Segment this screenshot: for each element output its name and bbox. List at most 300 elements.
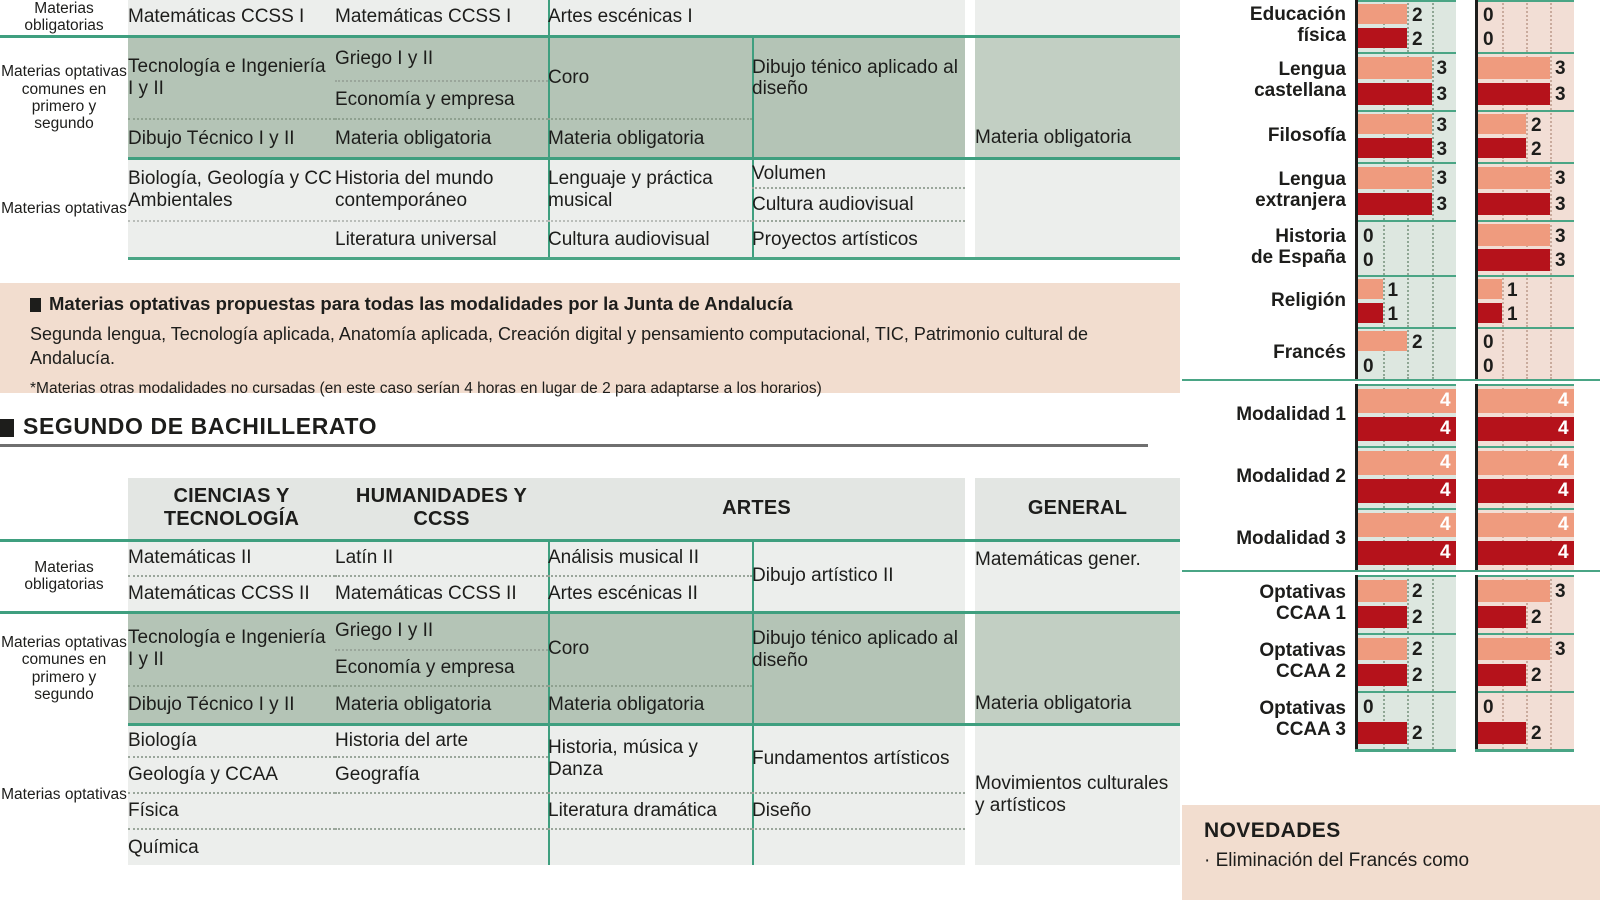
gridline	[1432, 0, 1434, 52]
novedades-box	[1182, 805, 1600, 900]
chart-panel-1	[1355, 327, 1456, 379]
chart-row	[1182, 327, 1600, 379]
chart-panel-1	[1355, 220, 1456, 275]
chart-bar-value: 3	[1436, 57, 1448, 79]
chart-column	[1182, 0, 1600, 900]
chart-bar-value: 2	[1531, 138, 1542, 160]
cell	[975, 612, 1180, 686]
column-gap	[965, 0, 975, 36]
panel-top-rule	[1478, 110, 1574, 112]
chart-panels	[1355, 691, 1600, 749]
chart-row-label: Lengua castellana	[1254, 59, 1346, 101]
chart-row-label: Lengua extranjera	[1255, 169, 1346, 211]
cell: Historia, música y Danza	[548, 724, 752, 793]
chart-panel-1	[1355, 575, 1456, 633]
panel-top-rule	[1358, 575, 1456, 577]
cell: Materia obligatoria	[335, 119, 548, 158]
novedades-title: NOVEDADES	[1204, 819, 1341, 842]
chart-row	[1182, 220, 1600, 275]
chart-row	[1182, 384, 1600, 446]
gridline	[1432, 220, 1434, 275]
chart-bar-value: 2	[1412, 580, 1423, 602]
chart-bar	[1358, 4, 1407, 24]
chart-panel-1	[1355, 275, 1456, 327]
chart-bar-value: 0	[1363, 355, 1374, 377]
cell	[335, 793, 548, 829]
chart-bar-value: 4	[1440, 418, 1451, 440]
gridline	[1526, 275, 1528, 327]
gridline	[1383, 275, 1385, 327]
panel-top-rule	[1358, 0, 1456, 2]
table-row	[0, 158, 1180, 188]
chart-bar	[1478, 638, 1550, 661]
gridline	[1432, 275, 1434, 327]
gridline	[1526, 691, 1528, 749]
chart-bar-value: 0	[1483, 5, 1494, 27]
gridline	[1407, 575, 1409, 633]
callout-footnote: *Materias otras modalidades no cursadas (en este caso serían 4 horas en lugar de 2 para adaptarse a los horarios)	[30, 380, 822, 397]
gridline	[1407, 691, 1409, 749]
chart-bar-value: 4	[1558, 480, 1569, 502]
chart-bar	[1478, 83, 1550, 106]
panel-top-rule	[1478, 52, 1574, 54]
chart-panel-1	[1355, 446, 1456, 508]
chart-bar-value: 4	[1558, 542, 1569, 564]
row-label: Materias obligatorias	[24, 0, 104, 35]
chart-bar-value: 3	[1555, 580, 1566, 602]
column-header-general: GENERAL	[975, 478, 1180, 540]
cell: Griego I y II	[335, 36, 548, 81]
chart-bar	[1358, 303, 1383, 323]
gridline	[1502, 0, 1504, 52]
cell: Geología y CCAA	[128, 757, 335, 793]
chart-bar-value: 1	[1387, 303, 1399, 325]
chart-bar	[1478, 193, 1550, 216]
table-row	[0, 724, 1180, 757]
chart-bar	[1358, 331, 1407, 351]
table-header-row	[0, 478, 1180, 540]
cell: Cultura audiovisual	[548, 221, 752, 258]
panel-top-rule	[1478, 446, 1574, 448]
cell	[752, 0, 965, 36]
cell	[752, 686, 965, 724]
chart-bar-value: 4	[1440, 390, 1451, 412]
gridline	[1407, 633, 1409, 691]
chart-bar-value: 2	[1412, 332, 1423, 354]
gridline	[1432, 327, 1434, 379]
gridline	[1383, 220, 1385, 275]
panel-top-rule	[1358, 275, 1456, 277]
chart-row	[1182, 52, 1600, 110]
cell: Cultura audiovisual	[752, 188, 965, 221]
cell: Dibujo ténico aplicado al diseño	[752, 612, 965, 686]
gridline	[1550, 110, 1552, 162]
chart-bar-value: 2	[1412, 607, 1423, 629]
table-row	[0, 540, 1180, 576]
chart-bar-value: 4	[1440, 452, 1451, 474]
panel-top-rule	[1478, 0, 1574, 2]
cell: Movimientos culturales y artísticos	[975, 724, 1180, 865]
chart-bar	[1358, 638, 1407, 661]
chart-bar-value: 1	[1387, 280, 1399, 302]
cell: Coro	[548, 36, 752, 119]
gridline	[1432, 110, 1434, 162]
chart-bar-value: 4	[1558, 418, 1569, 440]
callout-optativas-junta	[0, 283, 1180, 397]
chart-bar-value: 2	[1531, 607, 1542, 629]
chart-row	[1182, 275, 1600, 327]
cell: Fundamentos artísticos	[752, 724, 965, 793]
chart-panels	[1355, 0, 1600, 52]
chart-bar	[1358, 83, 1432, 106]
cell: Artes escénicas I	[548, 0, 752, 36]
cell: Literatura universal	[335, 221, 548, 258]
chart-panel-1	[1355, 508, 1456, 570]
cell: Matemáticas gener.	[975, 540, 1180, 612]
cell: Materia obligatoria	[548, 686, 752, 724]
column-gap	[965, 478, 975, 540]
chart-bar-value: 4	[1558, 514, 1569, 536]
gridline	[1526, 0, 1528, 52]
table-row	[0, 686, 1180, 724]
header-spacer	[0, 478, 128, 540]
cell	[975, 0, 1180, 36]
hours-comparison-chart	[1182, 0, 1600, 752]
chart-bar-value: 2	[1531, 723, 1542, 745]
chart-panels	[1355, 384, 1600, 446]
panel-top-rule	[1358, 691, 1456, 693]
novedades-item: · Eliminación del Francés como	[1204, 850, 1470, 871]
row-label: Materias optativas	[1, 785, 127, 803]
cell	[975, 158, 1180, 258]
cell: Economía y empresa	[335, 650, 548, 686]
panel-top-rule	[1478, 220, 1574, 222]
gridline	[1550, 327, 1552, 379]
chart-row	[1182, 508, 1600, 570]
chart-bar-value: 3	[1555, 57, 1566, 79]
chart-row-label: Francés	[1273, 341, 1346, 363]
cell: Física	[128, 793, 335, 829]
cell: Proyectos artísticos	[752, 221, 965, 258]
chart-row	[1182, 0, 1600, 52]
chart-panels	[1355, 327, 1600, 379]
chart-row-label: Modalidad 1	[1236, 403, 1346, 425]
square-bullet-icon	[0, 419, 14, 437]
square-bullet-icon	[30, 298, 41, 312]
chart-bar-value: 4	[1440, 542, 1451, 564]
chart-bar-value: 0	[1483, 28, 1494, 50]
panel-top-rule	[1358, 327, 1456, 329]
cell	[975, 36, 1180, 119]
panel-top-rule	[1478, 162, 1574, 164]
chart-panel-2	[1475, 220, 1574, 275]
chart-panel-1	[1355, 162, 1456, 220]
chart-panel-2	[1475, 633, 1574, 691]
chart-panels	[1355, 110, 1600, 162]
cell: Literatura dramática	[548, 793, 752, 829]
panel-top-rule	[1358, 633, 1456, 635]
chart-bar-value: 2	[1412, 723, 1423, 745]
chart-bar-value: 4	[1558, 452, 1569, 474]
chart-panels	[1355, 446, 1600, 508]
chart-bar-value: 0	[1363, 250, 1374, 272]
cell: Matemáticas CCSS II	[128, 576, 335, 612]
panel-top-rule	[1478, 508, 1574, 510]
chart-bar-value: 4	[1558, 390, 1569, 412]
chart-row-label: Religión	[1271, 289, 1346, 311]
cell: Latín II	[335, 540, 548, 576]
panel-top-rule	[1358, 508, 1456, 510]
cell: Diseño	[752, 793, 965, 829]
chart-bar	[1478, 664, 1526, 687]
gridline	[1550, 162, 1552, 220]
table-row	[0, 612, 1180, 650]
chart-bar-value: 3	[1555, 167, 1566, 189]
cell: Historia del mundo contemporáneo	[335, 158, 548, 221]
row-label: Materias obligatorias	[0, 540, 128, 612]
chart-panels	[1355, 275, 1600, 327]
chart-bar-value: 3	[1436, 115, 1448, 137]
chart-panel-2	[1475, 0, 1574, 52]
chart-panel-2	[1475, 508, 1574, 570]
cell: Economía y empresa	[335, 81, 548, 119]
chart-bar-value: 3	[1555, 638, 1566, 660]
panel-top-rule	[1478, 691, 1574, 693]
table-segundo-bachillerato	[0, 478, 1180, 865]
column-header-artes: ARTES	[548, 478, 965, 540]
gridline	[1502, 327, 1504, 379]
cell: Artes escénicas II	[548, 576, 752, 612]
chart-row-label: Historia de España	[1250, 225, 1346, 268]
chart-bar	[1478, 138, 1526, 158]
cell: Química	[128, 829, 335, 865]
cell: Tecnología e Ingeniería I y II	[128, 612, 335, 686]
gridline	[1550, 52, 1552, 110]
cell: Lenguaje y práctica musical	[548, 158, 752, 221]
gridline	[1407, 220, 1409, 275]
chart-bar	[1478, 279, 1502, 299]
chart-bar	[1478, 722, 1526, 745]
chart-bar	[1358, 722, 1407, 745]
chart-row-label: Modalidad 3	[1236, 527, 1346, 549]
chart-bar	[1478, 57, 1550, 80]
chart-row	[1182, 110, 1600, 162]
panel-top-rule	[1358, 384, 1456, 386]
chart-row	[1182, 691, 1600, 749]
chart-bar-value: 0	[1483, 696, 1494, 718]
cell: Matemáticas CCSS I	[128, 0, 335, 36]
chart-panel-1	[1355, 110, 1456, 162]
chart-panel-2	[1475, 52, 1574, 110]
cell	[752, 119, 965, 158]
gridline	[1432, 691, 1434, 749]
chart-bar	[1478, 249, 1550, 270]
table-primero-bachillerato	[0, 0, 1180, 266]
chart-row-label: Optativas CCAA 1	[1259, 582, 1346, 624]
chart-bar	[1358, 279, 1383, 299]
chart-bar	[1358, 57, 1432, 80]
chart-bottom-rule	[1355, 749, 1600, 752]
gridline	[1407, 275, 1409, 327]
cell: Matemáticas II	[128, 540, 335, 576]
chart-bar	[1478, 224, 1550, 245]
cell: Dibujo ténico aplicado al diseño	[752, 36, 965, 119]
cell: Matemáticas CCSS I	[335, 0, 548, 36]
chart-bar	[1478, 580, 1550, 603]
column-header-humanidades: HUMANIDADES Y CCSS	[335, 478, 548, 540]
chart-bar-value: 3	[1555, 250, 1566, 272]
table-row	[0, 119, 1180, 158]
cell: Biología, Geología y CC Ambientales	[128, 158, 335, 221]
panel-top-rule	[1358, 110, 1456, 112]
gridline	[1550, 633, 1552, 691]
column-gap	[965, 36, 975, 119]
chart-bar	[1478, 303, 1502, 323]
chart-panel-2	[1475, 275, 1574, 327]
row-label: Materias optativas	[1, 199, 127, 217]
chart-panels	[1355, 220, 1600, 275]
chart-bar-value: 3	[1436, 167, 1448, 189]
cell: Geografía	[335, 757, 548, 793]
chart-panels	[1355, 575, 1600, 633]
chart-bar	[1478, 606, 1526, 629]
chart-bar-value: 3	[1436, 138, 1448, 160]
gridline	[1550, 275, 1552, 327]
gridline	[1432, 162, 1434, 220]
chart-bar-value: 0	[1363, 696, 1374, 718]
chart-bar-value: 2	[1412, 665, 1423, 687]
row-label: Materias optativas comunes en primero y segundo	[0, 36, 128, 158]
callout-body: Segunda lengua, Tecnología aplicada, Anatomía aplicada, Creación digital y pensamiento computacional, TIC, Patrimonio cultural de Andalucía.	[30, 324, 1088, 369]
callout-title: Materias optativas propuestas para todas las modalidades por la Junta de Andalucía	[30, 293, 1160, 315]
gridline	[1550, 0, 1552, 52]
chart-bar	[1358, 167, 1432, 190]
cell: Materia obligatoria	[975, 119, 1180, 158]
gridline	[1407, 0, 1409, 52]
chart-panel-2	[1475, 327, 1574, 379]
chart-panels	[1355, 633, 1600, 691]
cell: Griego I y II	[335, 612, 548, 650]
cell: Matemáticas CCSS II	[335, 576, 548, 612]
panel-top-rule	[1358, 162, 1456, 164]
chart-bar-value: 2	[1412, 28, 1423, 50]
chart-panel-2	[1475, 162, 1574, 220]
section-title: SEGUNDO DE BACHILLERATO	[0, 415, 1150, 444]
column-gap	[965, 158, 975, 258]
column-gap	[965, 119, 975, 158]
chart-bar-value: 3	[1436, 84, 1448, 106]
chart-bar-value: 1	[1507, 280, 1518, 302]
gridline	[1432, 633, 1434, 691]
cell: Dibujo artístico II	[752, 540, 965, 612]
chart-panel-2	[1475, 446, 1574, 508]
chart-bar	[1478, 167, 1550, 190]
cell: Materia obligatoria	[975, 686, 1180, 724]
chart-bar	[1478, 114, 1526, 134]
chart-bar-value: 1	[1507, 303, 1518, 325]
panel-top-rule	[1358, 446, 1456, 448]
chart-panel-1	[1355, 633, 1456, 691]
cell: Coro	[548, 612, 752, 686]
gridline	[1407, 327, 1409, 379]
chart-row-label: Educación física	[1249, 4, 1346, 46]
chart-bar-value: 0	[1483, 332, 1494, 354]
chart-panels	[1355, 508, 1600, 570]
chart-panel-2	[1475, 384, 1574, 446]
chart-panel-1	[1355, 384, 1456, 446]
cell	[128, 221, 335, 258]
chart-bar	[1358, 580, 1407, 603]
chart-panel-2	[1475, 691, 1574, 749]
table-bottom-rule	[0, 258, 1180, 266]
column-header-ciencias: CIENCIAS Y TECNOLOGÍA	[128, 478, 335, 540]
chart-bar-value: 0	[1483, 355, 1494, 377]
column-gap	[965, 612, 975, 686]
cell: Análisis musical II	[548, 540, 752, 576]
chart-bar-value: 2	[1412, 5, 1423, 27]
row-label: Materias optativas comunes en primero y segundo	[0, 612, 128, 724]
chart-bar-value: 3	[1555, 194, 1566, 216]
chart-bar-value: 4	[1440, 480, 1451, 502]
chart-panel-2	[1475, 575, 1574, 633]
chart-bar-value: 2	[1531, 115, 1542, 137]
cell	[548, 829, 752, 865]
cell: Dibujo Técnico I y II	[128, 686, 335, 724]
chart-row-label: Optativas CCAA 2	[1259, 640, 1346, 682]
chart-bar-value: 2	[1412, 638, 1423, 660]
chart-bar-value: 2	[1531, 665, 1542, 687]
table-row	[0, 0, 1180, 36]
cell: Biología	[128, 724, 335, 757]
section-rule	[0, 444, 1148, 447]
panel-top-rule	[1478, 384, 1574, 386]
chart-bar-value: 3	[1555, 225, 1566, 247]
cell: Tecnología e Ingeniería I y II	[128, 36, 335, 119]
chart-bar-value: 4	[1440, 514, 1451, 536]
chart-bar	[1358, 114, 1432, 134]
table-row	[0, 36, 1180, 81]
panel-top-rule	[1358, 52, 1456, 54]
panel-top-rule	[1478, 633, 1574, 635]
panel-top-rule	[1478, 575, 1574, 577]
chart-panel-1	[1355, 0, 1456, 52]
panel-top-rule	[1478, 327, 1574, 329]
gridline	[1550, 220, 1552, 275]
chart-panel-2	[1475, 110, 1574, 162]
chart-panels	[1355, 162, 1600, 220]
chart-bar-value: 0	[1363, 225, 1374, 247]
chart-bar-value: 3	[1436, 194, 1448, 216]
section-heading-segundo	[0, 415, 1150, 447]
chart-bar	[1358, 138, 1432, 158]
column-gap	[965, 724, 975, 865]
cell: Materia obligatoria	[548, 119, 752, 158]
chart-bar	[1358, 606, 1407, 629]
cell: Dibujo Técnico I y II	[128, 119, 335, 158]
chart-row	[1182, 575, 1600, 633]
column-gap	[965, 540, 975, 612]
cell	[752, 829, 965, 865]
chart-row-label: Modalidad 2	[1236, 465, 1346, 487]
gridline	[1550, 691, 1552, 749]
chart-bar-value: 3	[1555, 84, 1566, 106]
chart-bar	[1358, 664, 1407, 687]
chart-row-label: Optativas CCAA 3	[1259, 698, 1346, 740]
cell: Historia del arte	[335, 724, 548, 757]
chart-panels	[1355, 52, 1600, 110]
chart-panel-1	[1355, 691, 1456, 749]
chart-row-label: Filosofía	[1267, 124, 1346, 146]
